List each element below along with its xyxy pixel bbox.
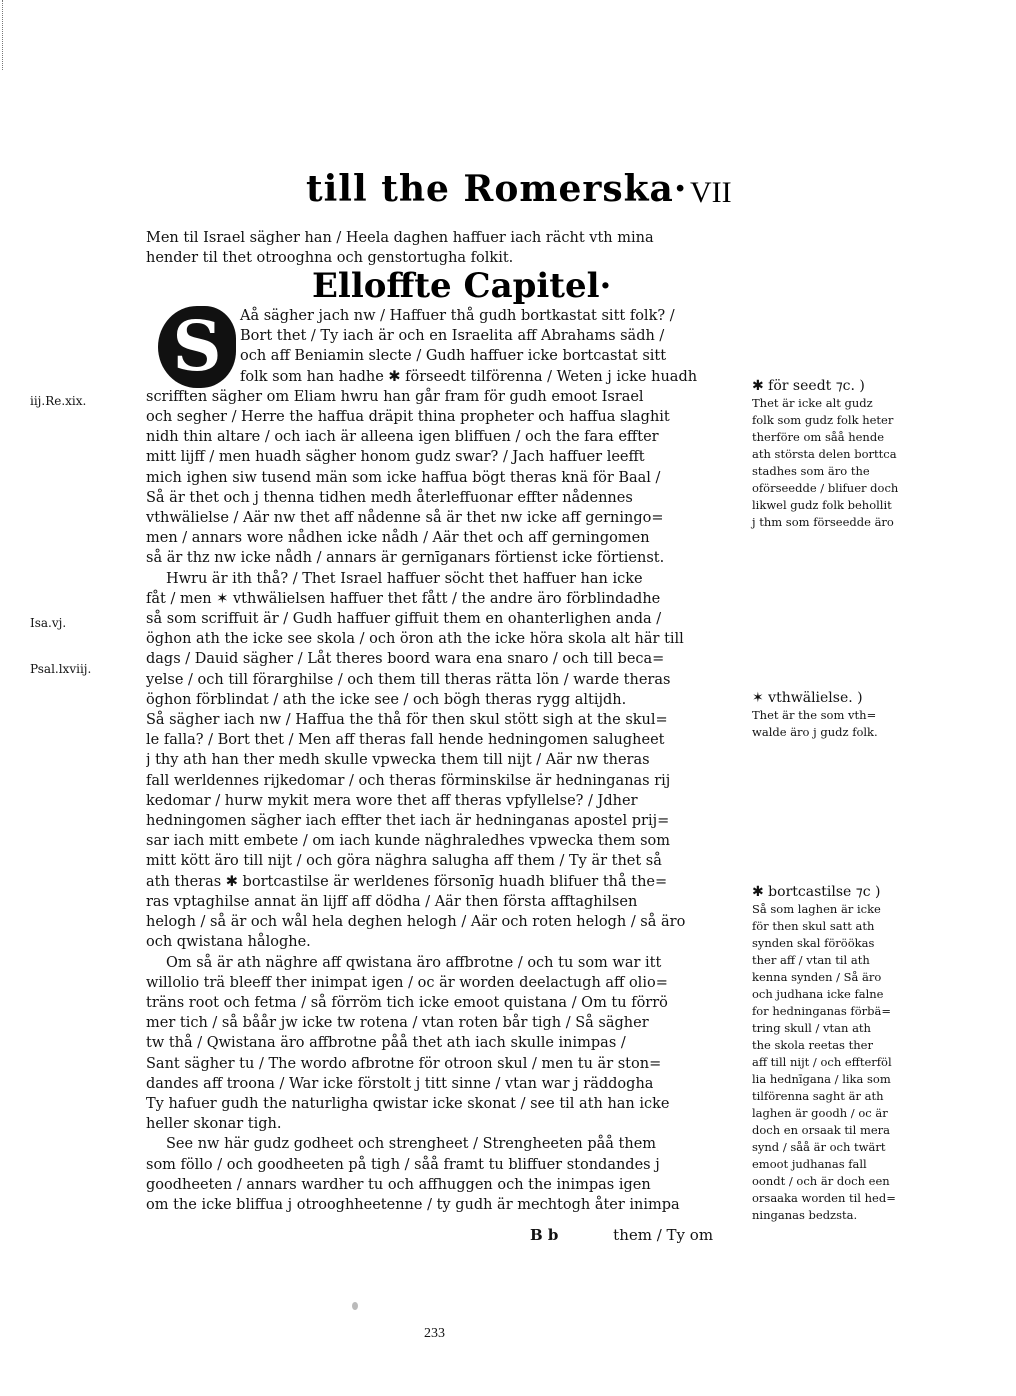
catchword: them / Ty om <box>613 1226 714 1244</box>
body-line: Aå sägher jach nw / Haffuer thå gudh bortkastat sitt folk? / <box>240 308 675 324</box>
body-line: Om så är ath näghre aff qwistana äro affbrotne / och tu som war itt <box>166 954 662 971</box>
side-note-head: ✱ för seedt ⁊c. ) <box>752 378 865 394</box>
body-line: öghon förblindat / ath the icke see / och bögh theras rygg altijdh. <box>146 691 627 708</box>
side-note-line: ninganas bedzsta. <box>752 1208 858 1222</box>
side-note-line: Thet är the som vth= <box>752 708 877 722</box>
body-line: så som scriffuit är / Gudh haffuer giffuit them en ohanterlighen anda / <box>146 611 662 628</box>
side-note-line: therföre om såå hende <box>752 430 885 444</box>
body-line: See nw här gudz godheet och strengheet / Strengheeten påå them <box>166 1136 657 1153</box>
body-line: Bort thet / Ty iach är och en Israelita aff Abrahams sädh / <box>240 328 665 345</box>
side-note-line: synden skal föröökas <box>752 936 875 950</box>
body-line: scrifften sägher om Eliam hwru han går fram för gudh emoot Israel <box>146 388 644 405</box>
side-note-head: ✱ bortcastilse ⁊c ) <box>752 884 881 900</box>
body-line: mich ighen siw tusend män som icke haffua bögt theras knä för Baal / <box>146 469 661 486</box>
body-line: tw thå / Qwistana äro affbrotne påå thet ath iach skulle inimpas / <box>146 1035 626 1052</box>
side-note-line: oförseedde / blifuer doch <box>752 481 899 495</box>
body-line: som föllo / och goodheeten på tigh / såå framt tu bliffuer stondandes j <box>146 1156 660 1173</box>
body-line: och qwistana håloghe. <box>146 934 311 951</box>
body-line: nidh thin altare / och iach är alleena igen bliffuen / och the fara effter <box>146 429 659 446</box>
body-text <box>146 306 746 1215</box>
side-note-line: ther aff / vtan til ath <box>752 953 870 967</box>
body-line: fåt / men ✶ vthwälielsen haffuer thet fått / the andre äro förblindadhe <box>146 590 661 607</box>
side-note-line: likwel gudz folk behollit <box>752 498 892 512</box>
side-note-line: oondt / och är doch een <box>752 1174 890 1188</box>
side-note-line: kenna synden / Så äro <box>752 970 882 984</box>
side-note-line: the skola reetas ther <box>752 1038 873 1052</box>
page-edge-marks <box>2 0 7 70</box>
body-line: dags / Dauid sägher / Låt theres boord wara ena snaro / och till beca= <box>146 651 665 668</box>
side-note-line: och judhana icke falne <box>752 987 884 1001</box>
body-line: Så sägher iach nw / Haffua the thå för then skul stött sigh at the skul= <box>146 712 668 729</box>
side-note-line: folk som gudz folk heter <box>752 413 894 427</box>
body-line: helogh / så är och wål hela deghen helogh / Aär och roten helogh / så äro <box>146 914 686 931</box>
body-line: kedomar / hurw mykit mera wore thet aff theras vpfyllelse? / Jdher <box>146 792 638 809</box>
body-line: mitt lijff / men huadh sägher honom gudz swar? / Jach haffuer leefft <box>146 449 645 466</box>
body-line: Så är thet och j thenna tidhen medh återleffuonar effter nådennes <box>146 489 633 506</box>
body-line: hedningomen sägher iach effter thet iach är hedninganas apostel prij= <box>146 813 670 830</box>
body-line: mer tich / så båår jw icke tw rotena / vtan roten bår tigh / Så sägher <box>146 1015 649 1032</box>
side-note-line: doch en orsaak til mera <box>752 1123 891 1137</box>
side-note-line: tilförenna saght är ath <box>752 1089 884 1103</box>
body-line: vthwälielse / Aär nw thet aff nådenne så är thet nw icke aff gerningo= <box>146 510 664 527</box>
page-number: 233 <box>424 1326 445 1341</box>
side-note-line: för then skul satt ath <box>752 919 875 933</box>
folio-number: VII <box>690 176 732 209</box>
body-line: ath theras ✱ bortcastilse är werldenes försonīg huadh blifuer thå the= <box>146 873 668 890</box>
intro-text <box>146 228 746 268</box>
body-line: le falla? / Bort thet / Men aff theras fall hende hedningomen salugheet <box>146 732 665 749</box>
body-line: Hwru är ith thå? / Thet Israel haffuer söcht thet haffuer han icke <box>166 570 643 587</box>
side-note-line: for hedninganas förbä= <box>752 1004 891 1018</box>
intro-line: hender til thet otrooghna och genstortugha folkit. <box>146 250 514 266</box>
body-line: så är thz nw icke nådh / annars är gernīganars förtienst icke förtienst. <box>146 550 665 567</box>
body-line: ras vptaghilse annat än lijff aff dödha / Aär then första afftaghilsen <box>146 893 638 910</box>
side-note-line: lia hednīgana / lika som <box>752 1072 891 1086</box>
body-line: och aff Beniamin slecte / Gudh haffuer icke bortcastat sitt <box>240 348 667 365</box>
body-line: sar iach mitt embete / om iach kunde näghraledhes vpwecka them som <box>146 833 671 850</box>
body-line: mitt kött äro till nijt / och göra näghra salugha aff them / Ty är thet så <box>146 853 662 870</box>
body-line: heller skonar tigh. <box>146 1116 282 1133</box>
body-line: öghon ath the icke see skola / och öron ath the icke höra skola alt här till <box>146 631 684 648</box>
side-note-line: aff till nijt / och effterföl <box>752 1055 892 1069</box>
body-line: träns root och fetma / så förröm tich icke emoot quistana / Om tu förrö <box>146 994 668 1011</box>
body-line: om the icke bliffua j otrooghheetenne / ty gudh är mechtogh åter inimpa <box>146 1196 680 1213</box>
intro-line: Men til Israel sägher han / Heela daghen haffuer iach rächt vth mina <box>146 230 654 246</box>
side-note-line: synd / såå är och twärt <box>752 1140 886 1154</box>
side-note-line: Så som laghen är icke <box>752 902 881 916</box>
body-line: fall werldennes rijkedomar / och theras förminskilse är hedninganas rij <box>146 772 671 789</box>
body-line: j thy ath han ther medh skulle vpwecka them till nijt / Aär nw theras <box>146 752 650 769</box>
side-note-line: emoot judhanas fall <box>752 1157 867 1171</box>
drop-cap: S <box>158 306 236 388</box>
side-note-line: tring skull / vtan ath <box>752 1021 871 1035</box>
body-line: yelse / och till förarghilse / och them till theras rätta lön / warde theras <box>146 671 671 688</box>
chapter-heading: Elloffte Capitel· <box>312 266 612 306</box>
side-note-line: Thet är icke alt gudz <box>752 396 873 410</box>
side-note-line: walde äro j gudz folk. <box>752 725 878 739</box>
running-title: till the Romerska· <box>306 168 688 210</box>
signature-line <box>530 1226 713 1244</box>
margin-reference: Psal.lxviij. <box>30 662 92 676</box>
side-note-head: ✶ vthwälielse. ) <box>752 690 863 706</box>
side-note <box>752 378 942 531</box>
ink-smudge <box>352 1302 358 1310</box>
side-note-line: ath största delen borttca <box>752 447 897 461</box>
side-note <box>752 690 942 741</box>
body-line: goodheeten / annars wardher tu och affhuggen och the inimpas igen <box>146 1176 651 1193</box>
body-line: Sant sägher tu / The wordo afbrotne för otroon skul / men tu är ston= <box>146 1055 662 1072</box>
body-line: folk som han hadhe ✱ förseedt tilförenna / Weten j icke huadh <box>240 368 698 385</box>
side-note-line: stadhes som äro the <box>752 464 870 478</box>
body-line: och segher / Herre the haffua dräpit thina propheter och haffua slaghit <box>146 409 670 426</box>
side-note-line: orsaaka worden til hed= <box>752 1191 896 1205</box>
side-note-line: j thm som förseedde äro <box>752 515 894 529</box>
body-line: Ty hafuer gudh the naturligha qwistar icke skonat / see til ath han icke <box>146 1095 670 1112</box>
side-note-line: laghen är goodh / oc är <box>752 1106 888 1120</box>
margin-reference: iij.Re.xix. <box>30 394 87 408</box>
body-line: willolio trä bleeff ther inimpat igen / oc är worden deelactugh aff olio= <box>146 974 668 991</box>
signature-mark: B b <box>530 1226 559 1244</box>
margin-reference: Isa.vj. <box>30 616 67 630</box>
side-note <box>752 884 942 1224</box>
body-line: dandes aff troona / War icke förstolt j titt sinne / vtan war j räddogha <box>146 1075 654 1092</box>
body-line: men / annars wore nådhen icke nådh / Aär thet och aff gerningomen <box>146 530 650 547</box>
